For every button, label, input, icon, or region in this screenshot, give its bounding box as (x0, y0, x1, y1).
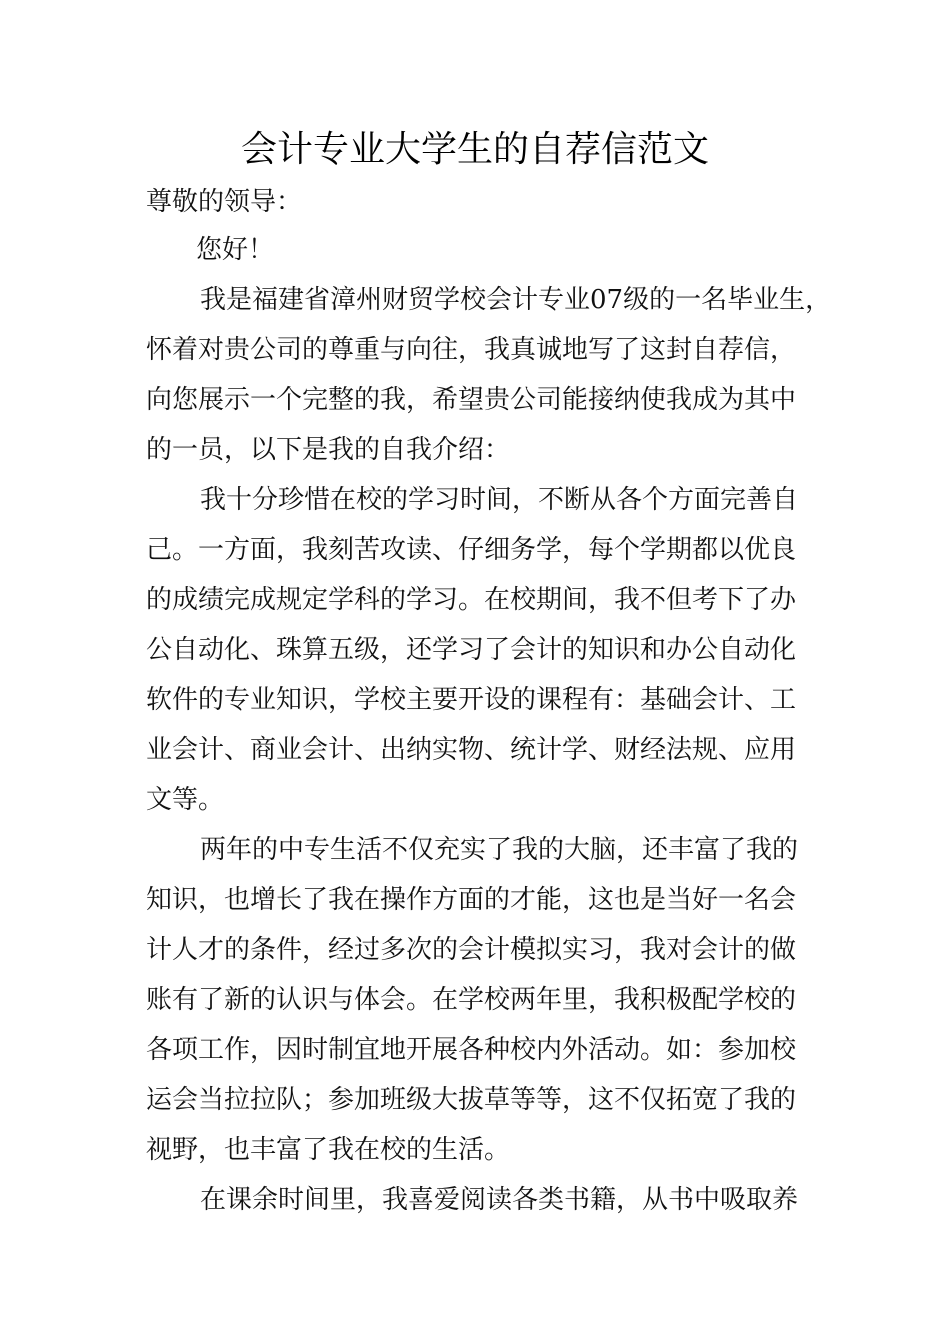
paragraph-line: 两年的中专生活不仅充实了我的大脑，还丰富了我的 (200, 835, 799, 865)
paragraph-line: 的一员，以下是我的自我介绍： (146, 435, 511, 465)
paragraph-line: 运会当拉拉队；参加班级大拔草等等，这不仅拓宽了我的 (146, 1085, 797, 1115)
paragraph-line: 计人才的条件，经过多次的会计模拟实习，我对会计的做 (146, 935, 797, 965)
greeting: 您好！ (196, 235, 275, 265)
paragraph-line: 我十分珍惜在校的学习时间，不断从各个方面完善自 (200, 485, 799, 515)
paragraph-line: 软件的专业知识，学校主要开设的课程有：基础会计、工 (146, 685, 797, 715)
paragraph-line: 我是福建省漳州财贸学校会计专业07级的一名毕业生， (200, 285, 832, 315)
paragraph-line: 公自动化、珠算五级，还学习了会计的知识和办公自动化 (146, 635, 797, 665)
paragraph-line: 文等。 (146, 785, 225, 815)
paragraph-line: 各项工作，因时制宜地开展各种校内外活动。如：参加校 (146, 1035, 797, 1065)
paragraph-line: 向您展示一个完整的我，希望贵公司能接纳使我成为其中 (146, 385, 797, 415)
paragraph-line: 在课余时间里，我喜爱阅读各类书籍，从书中吸取养 (200, 1185, 799, 1215)
paragraph-line: 己。一方面，我刻苦攻读、仔细务学，每个学期都以优良 (146, 535, 797, 565)
paragraph-line: 的成绩完成规定学科的学习。在校期间，我不但考下了办 (146, 585, 797, 615)
paragraph-line: 知识，也增长了我在操作方面的才能，这也是当好一名会 (146, 885, 797, 915)
paragraph-line: 视野，也丰富了我在校的生活。 (146, 1135, 511, 1165)
paragraph-line: 业会计、商业会计、出纳实物、统计学、财经法规、应用 (146, 735, 797, 765)
paragraph-line: 账有了新的认识与体会。在学校两年里，我积极配学校的 (146, 985, 797, 1015)
paragraph-line: 怀着对贵公司的尊重与向往，我真诚地写了这封自荐信， (146, 335, 797, 365)
salutation: 尊敬的领导： (146, 187, 303, 217)
document-title: 会计专业大学生的自荐信范文 (240, 129, 709, 170)
